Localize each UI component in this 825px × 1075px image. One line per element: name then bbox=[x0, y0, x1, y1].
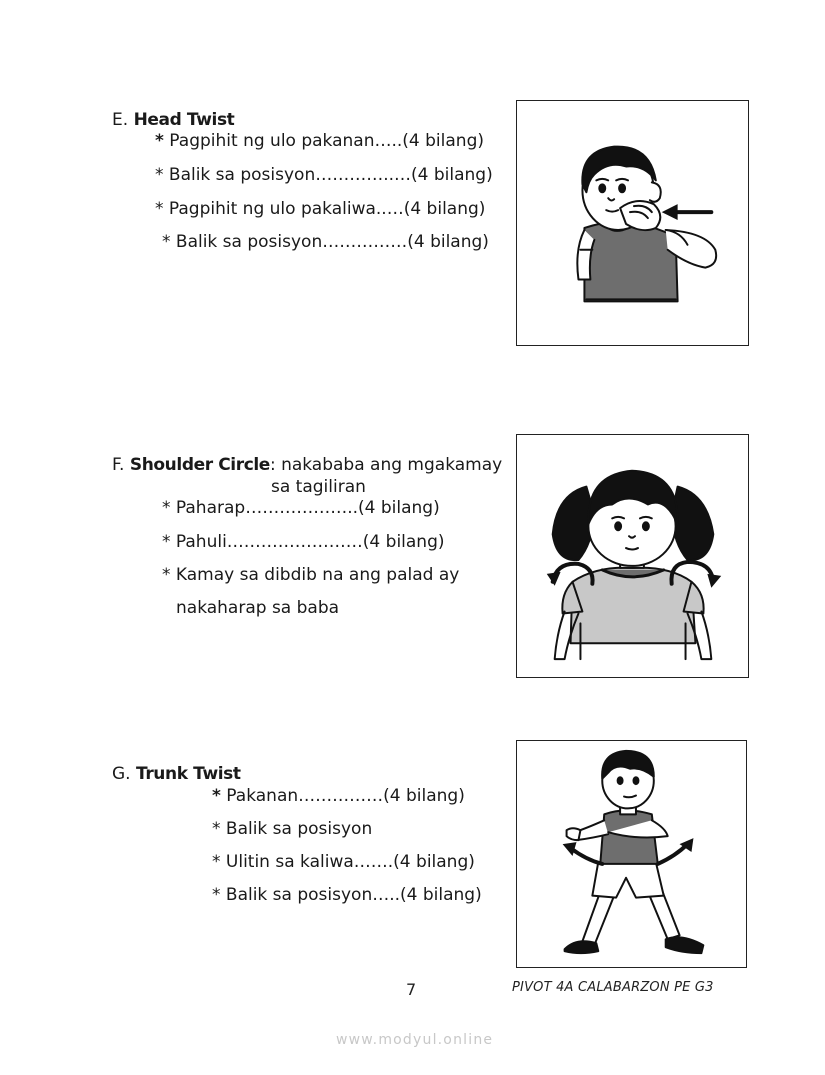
boy-head-twist-image bbox=[517, 101, 748, 345]
section-e-line-2: * Balik sa posisyon…………..…(4 bilang) bbox=[155, 165, 493, 185]
section-g-title: Trunk Twist bbox=[135, 764, 241, 784]
section-e-line-1-text: Pagpihit ng ulo pakanan…..(4 bilang) bbox=[169, 131, 484, 151]
section-e-line-4: * Balik sa posisyon……………(4 bilang) bbox=[162, 232, 489, 252]
section-g-line-4: * Balik sa posisyon…..(4 bilang) bbox=[212, 885, 482, 905]
shoulder-circle-illustration bbox=[516, 434, 749, 678]
section-f-line-1: * Paharap………………..(4 bilang) bbox=[162, 498, 440, 518]
section-f-suffix: : nakababa ang mgakamay bbox=[269, 455, 503, 475]
head-twist-illustration bbox=[516, 100, 749, 346]
watermark: www.modyul.online bbox=[336, 1032, 494, 1048]
footer-text: PIVOT 4A CALABARZON PE G3 bbox=[512, 980, 714, 995]
section-e-heading bbox=[112, 110, 234, 130]
section-g-line-1 bbox=[212, 786, 465, 806]
section-e-line-1 bbox=[155, 131, 484, 151]
section-f-line-4: nakaharap sa baba bbox=[176, 598, 340, 618]
girl-shoulder-circle-image bbox=[517, 435, 748, 677]
section-g-line-3: * Ulitin sa kaliwa…….(4 bilang) bbox=[212, 852, 475, 872]
boy-trunk-twist-image bbox=[517, 741, 746, 967]
section-f-heading bbox=[112, 455, 502, 475]
section-e-line-3: * Pagpihit ng ulo pakaliwa..…(4 bilang) bbox=[155, 199, 486, 219]
section-e-letter: E. bbox=[112, 110, 129, 130]
bullet-mark: * bbox=[155, 131, 164, 151]
section-g-line-2: * Balik sa posisyon bbox=[212, 819, 373, 839]
section-f-line-2: * Pahuli……………………(4 bilang) bbox=[162, 532, 445, 552]
page-number: 7 bbox=[406, 980, 417, 999]
section-f-title: Shoulder Circle bbox=[129, 455, 270, 475]
section-g-line-1-text: Pakanan……………(4 bilang) bbox=[226, 786, 465, 806]
section-f-continuation: sa tagiliran bbox=[271, 477, 366, 497]
section-e-title: Head Twist bbox=[133, 110, 235, 130]
section-g-heading bbox=[112, 764, 241, 784]
bullet-mark: * bbox=[212, 786, 221, 806]
section-f-line-3: * Kamay sa dibdib na ang palad ay bbox=[162, 565, 460, 585]
section-f-letter: F. bbox=[112, 455, 125, 475]
section-g-letter: G. bbox=[112, 764, 131, 784]
trunk-twist-illustration bbox=[516, 740, 747, 968]
